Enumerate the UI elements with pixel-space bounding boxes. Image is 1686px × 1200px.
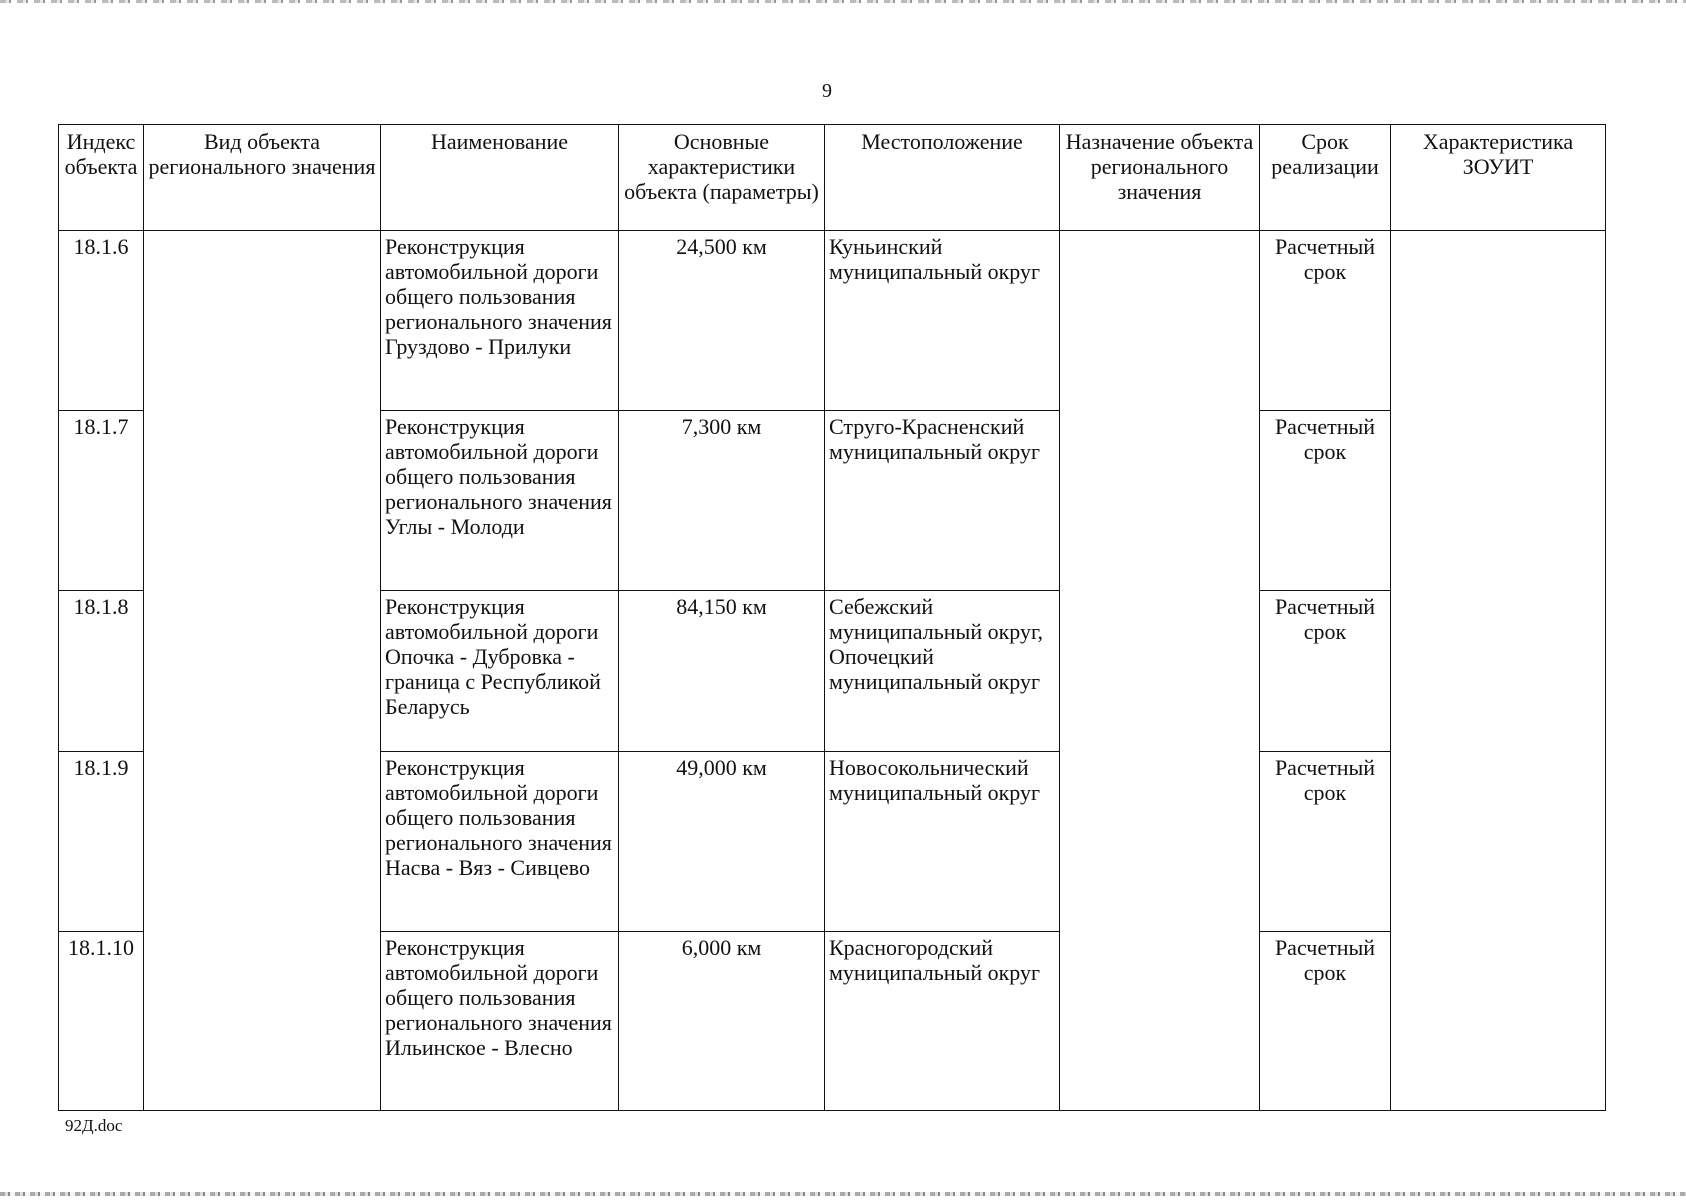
header-index: Индекс объекта — [59, 125, 144, 231]
footer-filename: 92Д.doc — [65, 1116, 123, 1135]
cell-location: Струго-Красненский муниципальный округ — [825, 411, 1060, 591]
header-purpose: Назначение объекта регионального значения — [1060, 125, 1260, 231]
cell-name: Реконструкция автомобильной дороги Опочка - Дубровка - граница с Республикой Беларусь — [381, 591, 619, 752]
cell-location: Куньинский муниципальный округ — [825, 231, 1060, 411]
header-location: Местоположение — [825, 125, 1060, 231]
regional-objects-table — [58, 124, 1606, 1111]
cell-location: Себежский муниципальный округ, Опочецкий муниципальный округ — [825, 591, 1060, 752]
cell-parameters: 49,000 км — [619, 752, 825, 932]
cell-term: Расчетный срок — [1260, 231, 1391, 411]
cell-index: 18.1.7 — [59, 411, 144, 591]
header-parameters: Основные характеристики объекта (параметры) — [619, 125, 825, 231]
cell-name: Реконструкция автомобильной дороги общего пользования регионального значения Насва - Вяз - Сивцево — [381, 752, 619, 932]
cell-index: 18.1.10 — [59, 932, 144, 1111]
cell-term: Расчетный срок — [1260, 411, 1391, 591]
header-object-type: Вид объекта регионального значения — [144, 125, 381, 231]
cell-index: 18.1.9 — [59, 752, 144, 932]
header-zouit: Характеристика ЗОУИТ — [1391, 125, 1606, 231]
cell-name: Реконструкция автомобильной дороги общего пользования регионального значения Углы - Молоди — [381, 411, 619, 591]
header-term: Срок реализации — [1260, 125, 1391, 231]
cell-parameters: 7,300 км — [619, 411, 825, 591]
cell-parameters: 24,500 км — [619, 231, 825, 411]
cell-parameters: 6,000 км — [619, 932, 825, 1111]
cell-zouit — [1391, 231, 1606, 1111]
cell-object-type — [144, 231, 381, 1111]
cell-term: Расчетный срок — [1260, 591, 1391, 752]
header-name: Наименование — [381, 125, 619, 231]
cell-term: Расчетный срок — [1260, 932, 1391, 1111]
cell-location: Красногородский муниципальный округ — [825, 932, 1060, 1111]
cell-name: Реконструкция автомобильной дороги общего пользования регионального значения Груздово - Прилуки — [381, 231, 619, 411]
cell-index: 18.1.6 — [59, 231, 144, 411]
table-header-row — [59, 125, 1606, 231]
cell-term: Расчетный срок — [1260, 752, 1391, 932]
cell-parameters: 84,150 км — [619, 591, 825, 752]
cell-purpose — [1060, 231, 1260, 1111]
scan-top-edge — [0, 0, 1686, 3]
table-row — [59, 231, 1606, 411]
cell-name: Реконструкция автомобильной дороги общего пользования регионального значения Ильинское - Влесно — [381, 932, 619, 1111]
cell-location: Новосокольнический муниципальный округ — [825, 752, 1060, 932]
page-number: 9 — [822, 80, 832, 102]
cell-index: 18.1.8 — [59, 591, 144, 752]
scan-bottom-edge — [0, 1192, 1686, 1196]
